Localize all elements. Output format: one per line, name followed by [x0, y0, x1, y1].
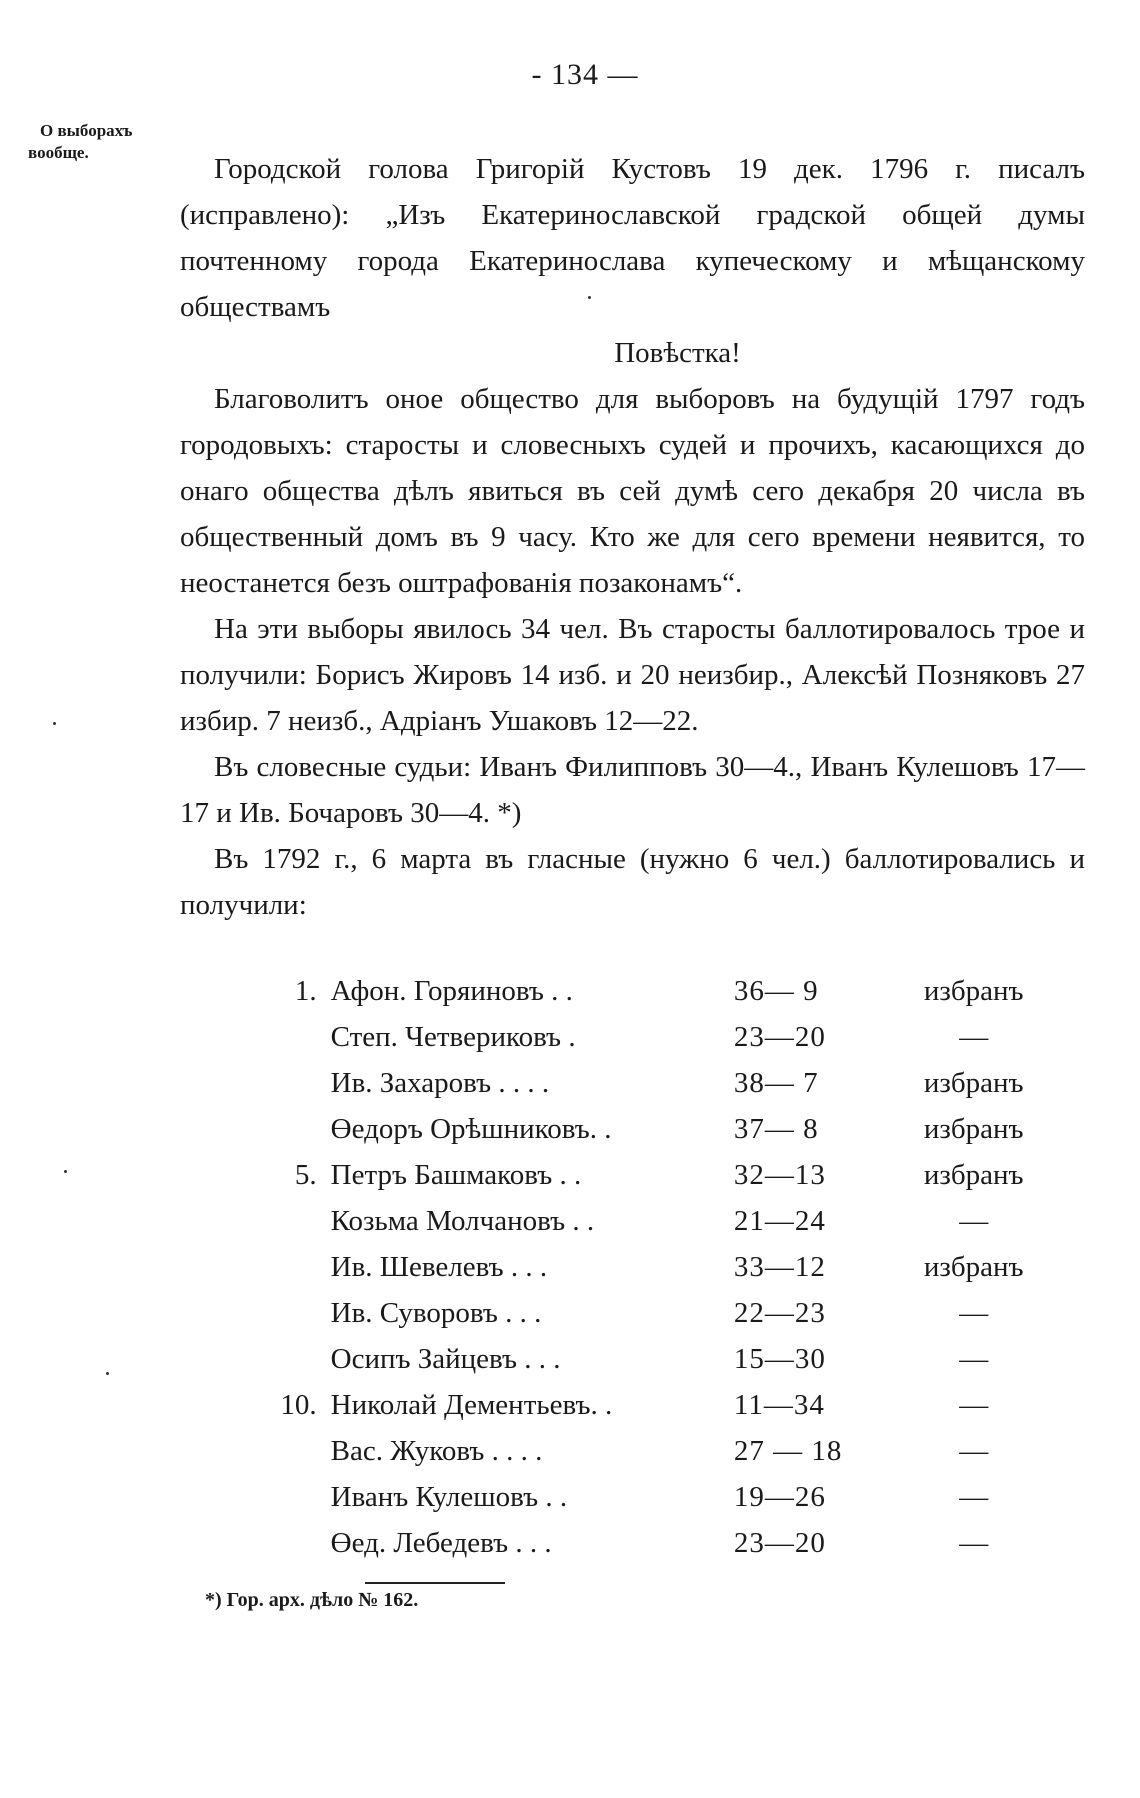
leader-dots: . . . — [508, 1526, 559, 1559]
table-row — [250, 1152, 1050, 1198]
row-number — [250, 1060, 331, 1106]
vote-score: 15—30 — [733, 1342, 826, 1375]
leader-dots: . . — [590, 1388, 620, 1421]
table-row — [250, 1428, 1050, 1474]
candidate-name-text: Өед. Лебедевъ — [330, 1526, 509, 1559]
candidate-name-text: Өедоръ Орѣшниковъ — [330, 1112, 590, 1145]
candidate-name-text: Иванъ Кулешовъ — [330, 1480, 539, 1513]
candidate-name-text: Степ. Четвериковъ — [330, 1020, 562, 1053]
candidate-name — [331, 1106, 734, 1152]
candidate-name — [331, 1198, 734, 1244]
leader-dots: . — [561, 1020, 583, 1053]
vote-score: 21—24 — [733, 1204, 826, 1237]
candidate-name — [331, 1152, 734, 1198]
scan-speck — [106, 1372, 109, 1375]
leader-dots: . . — [538, 1480, 575, 1513]
leader-dots: . . — [543, 974, 581, 1007]
leader-dots: . . — [552, 1158, 589, 1191]
margin-note-line-2: вообще. — [28, 143, 89, 162]
table-row — [250, 1106, 1050, 1152]
paragraph-2: Благоволитъ оное общество для выборовъ на будущій 1797 годъ городовыхъ: старосты и словесныхъ судей и прочихъ, касающихся до онаго общества дѣлъ явиться въ сей думѣ сего декабря 20 числа въ общественный домъ въ 9 часу. Кто же для сего времени неявится, то неостанется безъ оштрафованія позаконамъ“. — [180, 383, 1085, 599]
notice-heading: Повѣстка! — [614, 337, 741, 369]
paragraph-3: На эти выборы явилось 34 чел. Въ старосты баллотировалось трое и получили: Борисъ Жировъ 14 изб. и 20 неизбир., Алексѣй Позняковъ 27 избир. 7 неизб., Адріанъ Ушаковъ 12—22. — [180, 613, 1085, 737]
scan-speck — [588, 296, 591, 299]
row-number: 10. — [280, 1388, 317, 1421]
candidate-name-text: Осипъ Зайцевъ — [330, 1342, 518, 1375]
election-result: избранъ — [923, 1250, 1024, 1283]
leader-dots: . . — [589, 1112, 619, 1145]
scan-speck — [53, 722, 56, 725]
table-row — [250, 1520, 1050, 1566]
candidate-name-text: Ив. Суворовъ — [330, 1296, 498, 1329]
vote-score: 37— 8 — [733, 1112, 819, 1145]
row-number — [250, 1106, 331, 1152]
candidate-name-text: Николай Дементьевъ — [330, 1388, 591, 1421]
election-result: избранъ — [923, 1158, 1024, 1191]
vote-score: 32—13 — [733, 1158, 826, 1191]
vote-score: 36— 9 — [733, 974, 819, 1007]
row-number — [250, 1474, 331, 1520]
candidate-name — [331, 1060, 734, 1106]
row-number: 1. — [294, 974, 317, 1007]
election-result: — — [959, 1434, 989, 1467]
margin-note — [28, 120, 158, 164]
table-row — [250, 968, 1050, 1014]
leader-dots: . . . — [517, 1342, 568, 1375]
table-row — [250, 1060, 1050, 1106]
row-number — [250, 1428, 331, 1474]
candidate-name-text: Вас. Жуковъ — [330, 1434, 485, 1467]
leader-dots: . . . — [503, 1250, 555, 1283]
table-row — [250, 1244, 1050, 1290]
table-row — [250, 1290, 1050, 1336]
election-result: — — [959, 1480, 989, 1513]
election-result: — — [959, 1020, 989, 1053]
row-number: 5. — [294, 1158, 317, 1191]
candidate-name — [331, 1014, 734, 1060]
body-text — [180, 146, 1085, 928]
vote-score: 38— 7 — [733, 1066, 819, 1099]
vote-score: 23—20 — [733, 1526, 826, 1559]
candidate-name — [331, 1290, 734, 1336]
candidate-name — [331, 1336, 734, 1382]
candidate-name-text: Ив. Шевелевъ — [330, 1250, 504, 1283]
candidate-name-text: Петръ Башмаковъ — [330, 1158, 553, 1191]
vote-score: 27 — 18 — [733, 1434, 843, 1467]
election-result: избранъ — [923, 1112, 1024, 1145]
margin-note-line-1: О выборахъ — [40, 121, 133, 140]
candidate-name — [331, 1520, 734, 1566]
row-number — [250, 1244, 331, 1290]
candidate-name-text: Козьма Молчановъ — [330, 1204, 566, 1237]
vote-score: 19—26 — [733, 1480, 826, 1513]
page-number: - 134 — — [531, 58, 639, 91]
footnote-rule — [365, 1582, 505, 1584]
leader-dots: . . . . — [484, 1434, 550, 1467]
paragraph-1: Городской голова Григорій Кустовъ 19 дек. 1796 г. писалъ (исправлено): „Изъ Екатеринославской градской общей думы почтенному города Екатеринослава купеческому и мѣщанскому обществамъ — [180, 153, 1085, 323]
election-result: — — [959, 1526, 989, 1559]
vote-score: 23—20 — [733, 1020, 826, 1053]
scan-speck — [64, 1170, 67, 1173]
table-row — [250, 1014, 1050, 1060]
vote-score: 22—23 — [733, 1296, 826, 1329]
leader-dots: . . . — [497, 1296, 549, 1329]
election-result: — — [959, 1204, 989, 1237]
candidate-name — [331, 1474, 734, 1520]
ballot-results-table — [250, 968, 1050, 1566]
election-result: избранъ — [923, 1066, 1024, 1099]
vote-score: 11—34 — [733, 1388, 825, 1421]
row-number — [250, 1520, 331, 1566]
election-result: — — [959, 1342, 989, 1375]
row-number — [250, 1198, 331, 1244]
candidate-name — [331, 968, 734, 1014]
candidate-name-text: Ив. Захаровъ — [330, 1066, 492, 1099]
table-row — [250, 1336, 1050, 1382]
table-row — [250, 1198, 1050, 1244]
paragraph-5: Въ 1792 г., 6 марта въ гласные (нужно 6 чел.) баллотировались и получили: — [180, 843, 1085, 921]
row-number — [250, 1336, 331, 1382]
election-result: — — [959, 1388, 989, 1421]
candidate-name — [331, 1244, 734, 1290]
footnote: *) Гор. арх. дѣло № 162. — [205, 1589, 419, 1611]
row-number — [250, 1014, 331, 1060]
row-number — [250, 1290, 331, 1336]
vote-score: 33—12 — [733, 1250, 826, 1283]
election-result: избранъ — [923, 974, 1024, 1007]
election-result: — — [959, 1296, 989, 1329]
leader-dots: . . . . — [491, 1066, 557, 1099]
table-row — [250, 1474, 1050, 1520]
candidate-name — [331, 1382, 734, 1428]
leader-dots: . . — [565, 1204, 602, 1237]
table-row — [250, 1382, 1050, 1428]
paragraph-4: Въ словесные судьи: Иванъ Филипповъ 30—4., Иванъ Кулешовъ 17—17 и Ив. Бочаровъ 30—4. *) — [180, 751, 1085, 829]
candidate-name — [331, 1428, 734, 1474]
candidate-name-text: Афон. Горяиновъ — [330, 974, 544, 1007]
